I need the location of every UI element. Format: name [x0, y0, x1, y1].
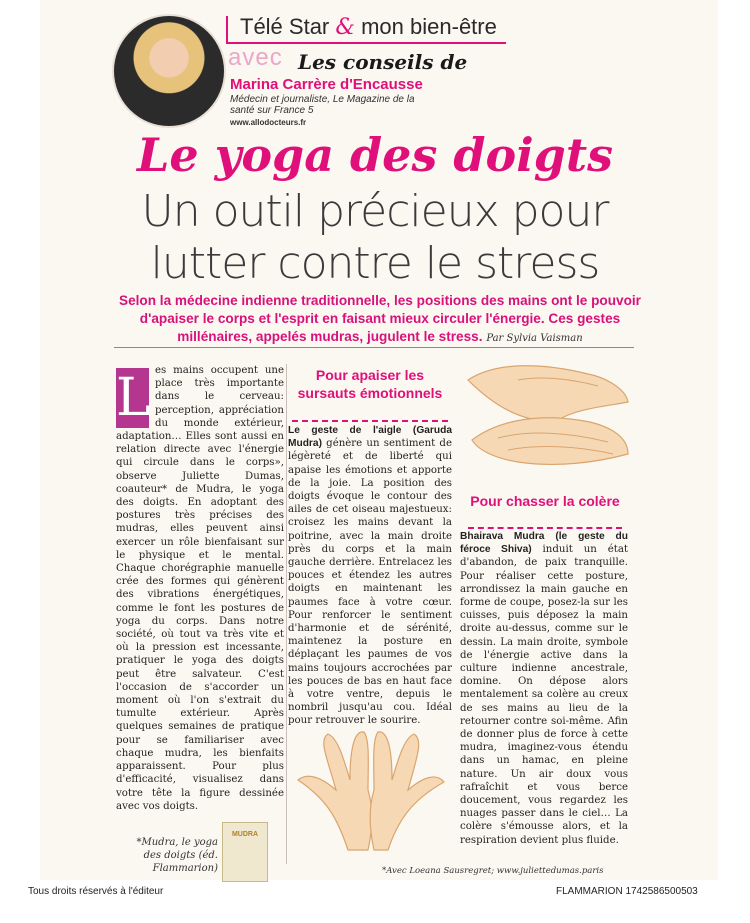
bhairava-hands-illustration	[458, 350, 638, 490]
header-divider-vertical	[226, 16, 228, 44]
drop-cap: L	[116, 368, 151, 428]
garuda-text: génère un sentiment de légèreté et de liberté qui apaise les émotions et apporte de la joie. La position des doigts évoque le contour des ailes de cet oiseau majestueux: croisez les mains devant la poitrine, avec la main droite près du corps et la main gauche derrière. Entrelacez les pouces et étendez les autres doigts en maintenant les paumes face à votre cœur. Pour renforcer le sentiment d'harmonie et de sérénité, maintenez la posture en déplaçant les paumes de vos mains toujours accrochées par les pouces de bas en haut face à votre ventre, depuis le nombril jusqu'au cou. Idéal pour retrouver le sourire.	[288, 438, 452, 727]
author-website: www.allodocteurs.fr	[230, 118, 307, 127]
section-heading-apaiser: Pour apaiser les sursauts émotionnels	[297, 367, 443, 401]
footer-copyright: Tous droits réservés à l'éditeur	[28, 886, 164, 897]
header-brand	[240, 14, 497, 40]
book-caption: *Mudra, le yoga des doigts (éd. Flammarion)	[136, 837, 218, 874]
author-name: Marina Carrère d'Encausse	[230, 76, 423, 93]
column-garuda	[288, 424, 452, 728]
section-divider-1	[292, 420, 448, 422]
author-bio: Médecin et journaliste, Le Magazine de la santé sur France 5	[230, 94, 415, 116]
lead-rule	[114, 347, 634, 348]
section-divider-2	[468, 527, 622, 529]
garuda-hands-illustration	[288, 720, 454, 860]
section-heading-colere: Pour chasser la colère	[470, 493, 620, 509]
column-bhairava	[460, 530, 628, 847]
article-subtitle-line2: lutter contre le stress	[150, 238, 600, 289]
column-intro	[116, 364, 284, 813]
header-avec: avec	[228, 44, 283, 71]
article-lead	[110, 292, 650, 348]
brand-ampersand: &	[335, 15, 355, 40]
book-cover-title: MUDRA	[231, 831, 259, 838]
header-conseils: Les conseils de	[298, 50, 468, 74]
author-photo	[112, 14, 226, 128]
intro-text: es mains occupent une place très importante dans le cerveau: perception, appréciation du monde extérieur, adaptation… Elles sont aussi en relation directe avec l'énergie qui circule dans le corps», observe Juliette Dumas, coauteur* de Mudra, le yoga des doigts. En adoptant des postures très précises des mudras, elles peuvent ainsi exercer un rôle bienfaisant sur le physique et le mental. Chaque chorégraphie manuelle crée des formes qui génèrent des vibrations énergétiques, comme le font les postures de yoga du corps. Dans notre société, où tout va très vite et où la pression est incessante, pratiquer le yoga des doigts peut être salvateur. C'est l'occasion de s'accorder un moment où l'on s'extrait du tumulte extérieur. Après quelques semaines de pratique pour se familiariser avec chaque mudra, les bienfaits apparaissent. Pour plus d'efficacité, visualisez dans votre tête la figure dessinée avec vos doigts.	[116, 365, 284, 812]
footer-reference: FLAMMARION 1742586500503	[556, 886, 698, 897]
lead-text: Selon la médecine indienne traditionnelle, les positions des mains ont le pouvoir d'apaiser le corps et l'esprit en faisant mieux circuler l'énergie. Ces gestes millénaires, appelés mudras, jugulent le stress.	[119, 293, 641, 344]
garuda-lead: Le geste de l'aigle (Garuda Mudra)	[288, 425, 452, 450]
brand-tele-star: Télé Star	[240, 14, 330, 39]
article-subtitle-line1: Un outil précieux pour	[141, 186, 609, 237]
article-title: Le yoga des doigts	[137, 128, 613, 182]
byline: Par Sylvia Vaisman	[486, 333, 583, 344]
article-credit: *Avec Loeana Sausregret; www.juliettedumas.paris	[382, 866, 604, 876]
column-divider	[286, 364, 287, 864]
book-cover	[222, 822, 268, 882]
bhairava-lead: Bhairava Mudra (le geste du féroce Shiva)	[460, 531, 628, 556]
bhairava-text: induit un état d'abandon, de paix tranquille. Pour réaliser cette posture, arrondissez la main gauche en forme de coupe, posez-la sur les cuisses, puis déposez la main droite au-dessus, comme sur le dessin. La main droite, symbole de l'énergie active dans la culture indienne ancestrale, domine. On dépose alors mentalement sa colère au creux de ses mains au lieu de la retourner contre soi-même. Afin de donner plus de force à cette mudra, imaginez-vous étendu dans un hamac, en pleine nature. Un air doux vous rafraîchit et vous berce doucement, vous regardez les nuages passer dans le ciel… La colère s'émousse alors, et la respiration devient plus fluide.	[460, 544, 628, 846]
brand-bien-etre: mon bien-être	[361, 14, 497, 39]
